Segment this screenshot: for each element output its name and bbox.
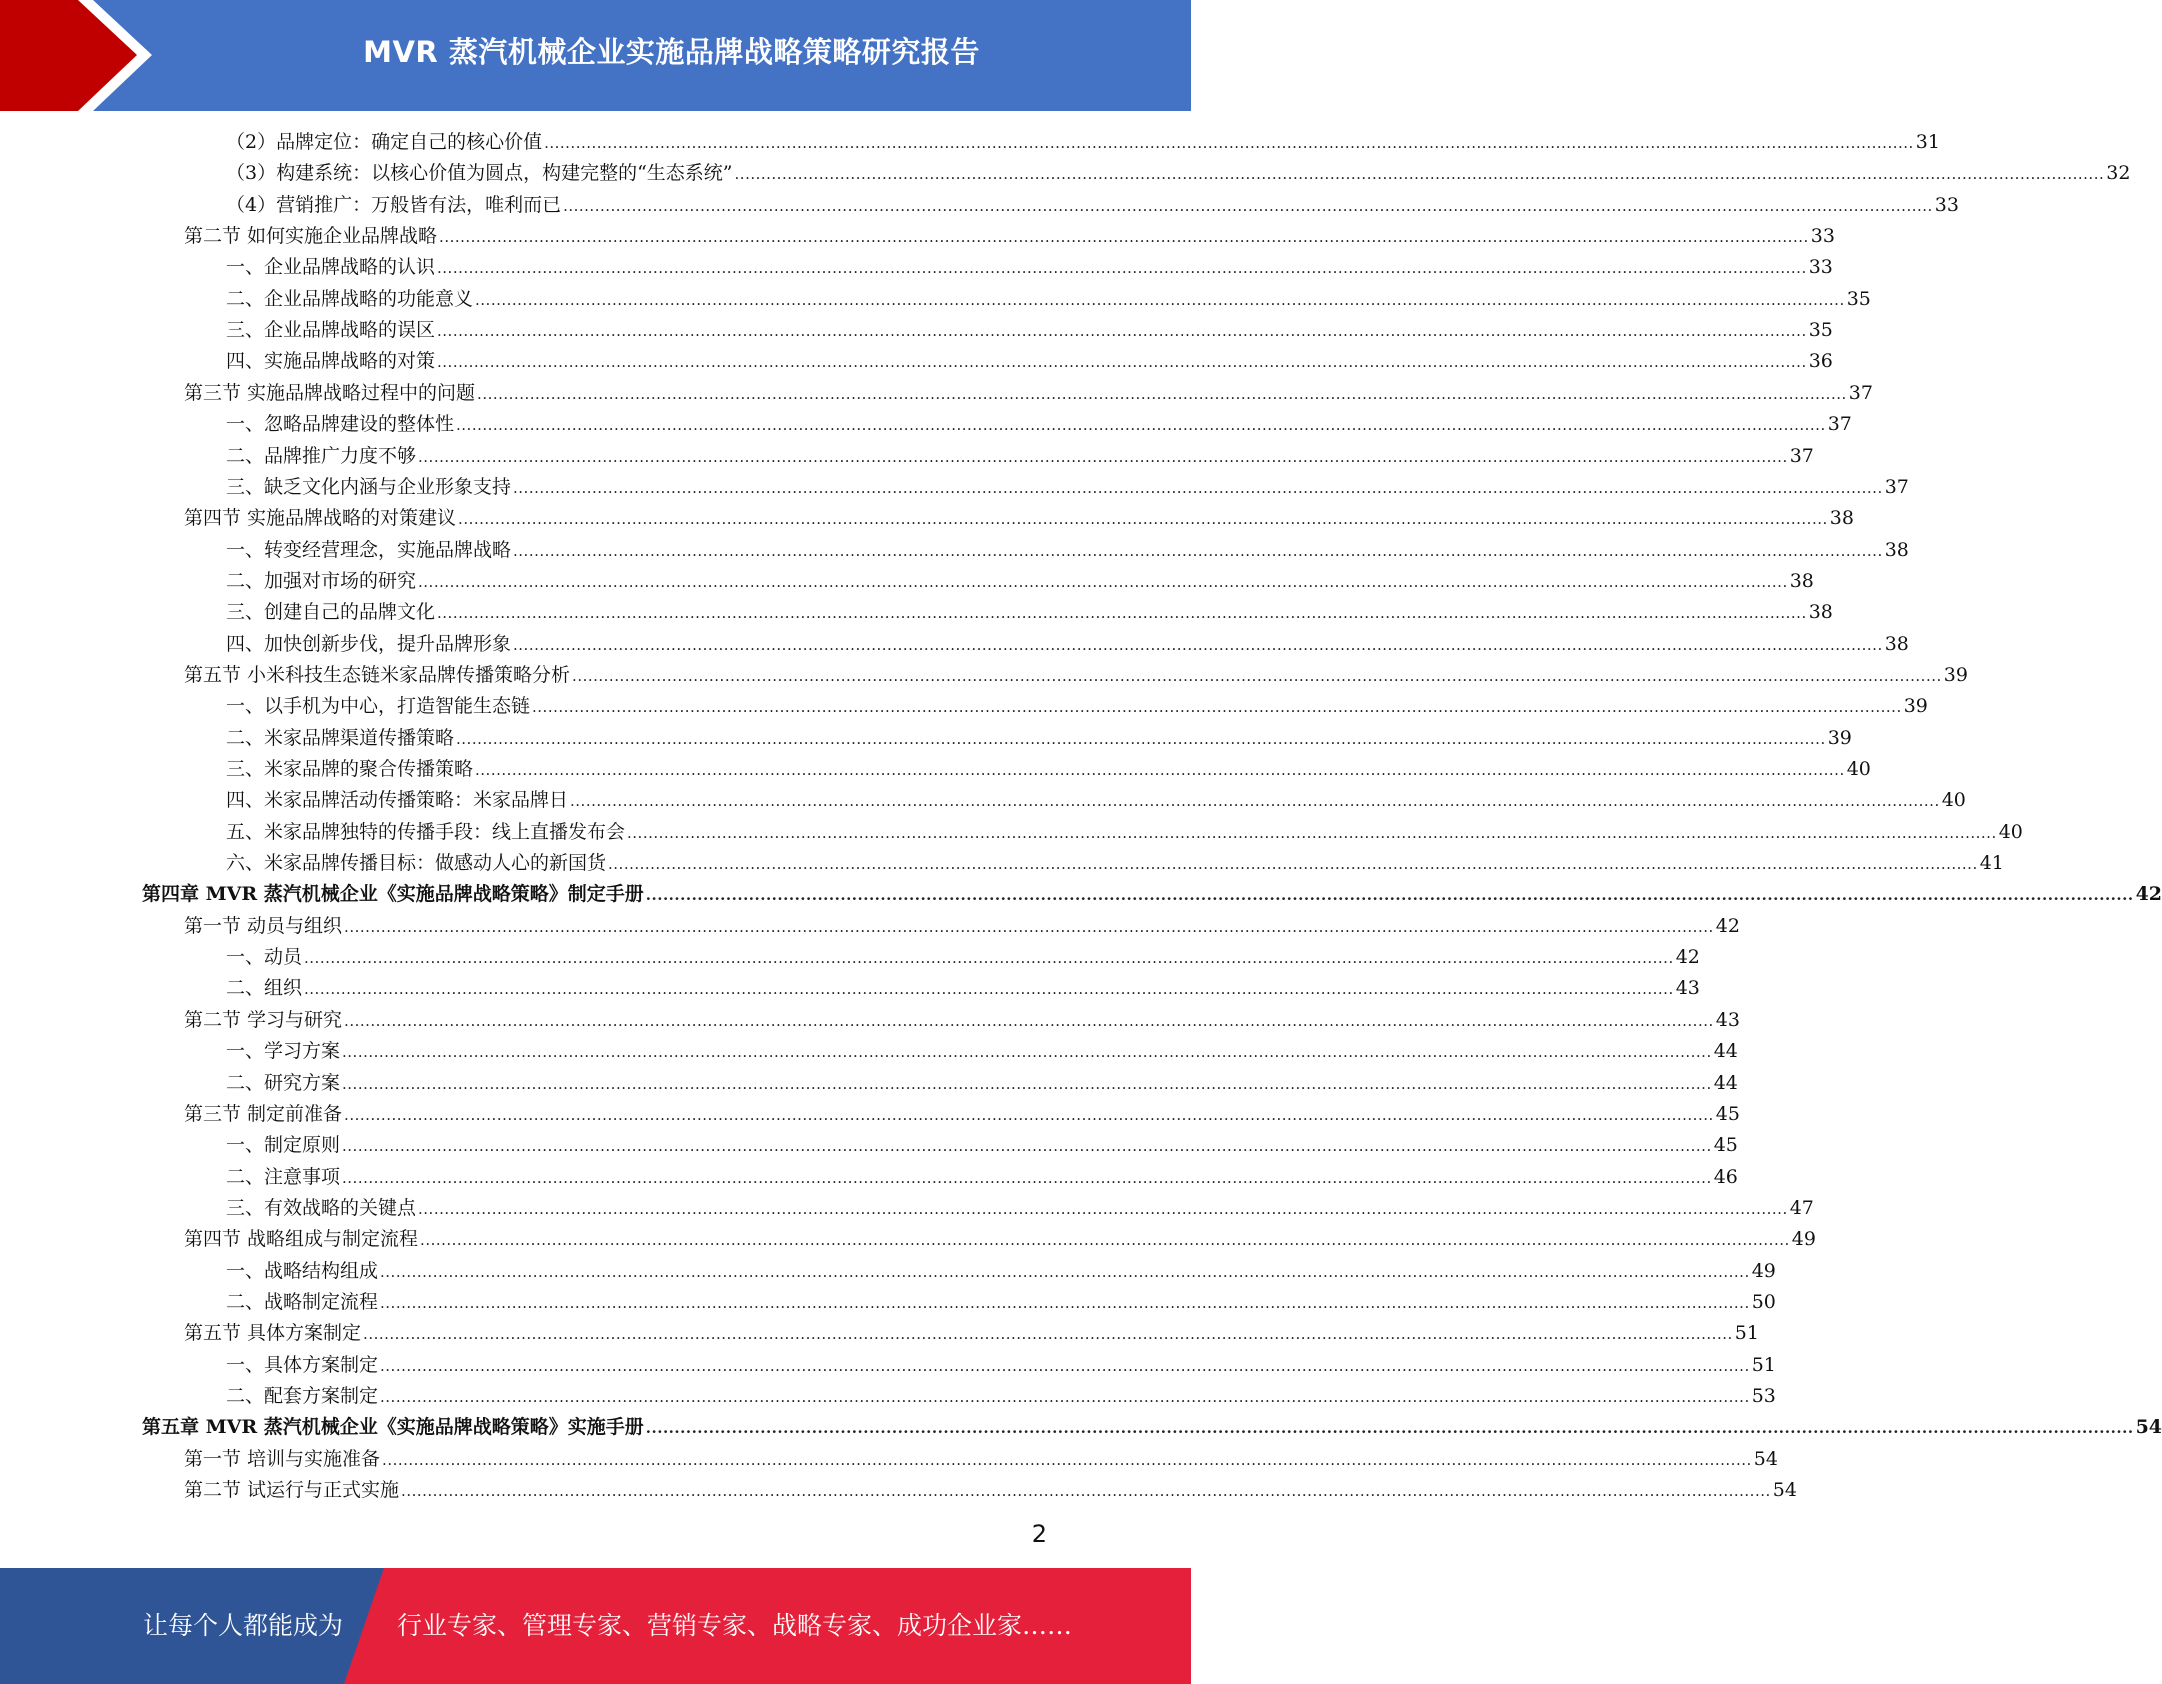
toc-entry-title: 第四章 MVR 蒸汽机械企业《实施品牌战略策略》制定手册 xyxy=(142,883,644,906)
toc-dot-leader: .................................................................................................................................................................................................................................................................... xyxy=(342,1043,1712,1062)
toc-entry-title: 三、米家品牌的聚合传播策略 xyxy=(226,758,474,780)
toc-entry-page: 40 xyxy=(1941,789,1966,812)
toc-dot-leader: .................................................................................................................................................................................................................................................................... xyxy=(458,510,1828,529)
toc-entry[interactable] xyxy=(226,472,1909,503)
toc-entry-title: 三、创建自己的品牌文化 xyxy=(226,601,436,624)
toc-entry[interactable] xyxy=(226,785,1966,816)
toc-entry-page: 38 xyxy=(1884,538,1909,561)
toc-dot-leader: .................................................................................................................................................................................................................................................................... xyxy=(475,290,1845,309)
toc-entry-title: 二、加强对市场的研究 xyxy=(226,569,417,592)
toc-entry-page: 37 xyxy=(1884,475,1909,498)
toc-entry-title: 一、企业品牌战略的认识 xyxy=(226,256,436,279)
toc-entry[interactable] xyxy=(226,848,2004,879)
toc-entry-page: 50 xyxy=(1751,1290,1776,1313)
page-header xyxy=(0,0,1191,111)
toc-entry[interactable] xyxy=(184,1318,1759,1349)
toc-entry[interactable] xyxy=(226,346,1833,377)
toc-dot-leader: .................................................................................................................................................................................................................................................................... xyxy=(418,572,1788,591)
toc-entry-page: 38 xyxy=(1808,601,1833,624)
toc-entry-page: 33 xyxy=(1808,256,1833,279)
toc-entry-title: 第一节 培训与实施准备 xyxy=(184,1447,381,1470)
toc-entry-title: 第二节 如何实施企业品牌战略 xyxy=(184,225,438,248)
toc-dot-leader: .................................................................................................................................................................................................................................................................... xyxy=(544,134,1914,152)
toc-entry-title: 六、米家品牌传播目标：做感动人心的新国货 xyxy=(226,852,607,875)
toc-entry-page: 33 xyxy=(1810,225,1835,248)
toc-dot-leader: .................................................................................................................................................................................................................................................................... xyxy=(563,196,1933,215)
toc-entry-page: 37 xyxy=(1789,444,1814,467)
toc-dot-leader: .................................................................................................................................................................................................................................................................... xyxy=(513,541,1883,560)
toc-entry[interactable] xyxy=(226,566,1814,597)
toc-dot-leader: .................................................................................................................................................................................................................................................................... xyxy=(475,761,1845,779)
toc-dot-leader: .................................................................................................................................................................................................................................................................... xyxy=(437,322,1807,341)
toc-entry[interactable] xyxy=(142,879,2162,910)
toc-dot-leader: .................................................................................................................................................................................................................................................................... xyxy=(401,1482,1771,1501)
toc-entry-page: 42 xyxy=(1675,946,1700,969)
toc-entry-page: 38 xyxy=(1829,507,1854,530)
toc-dot-leader: .................................................................................................................................................................................................................................................................... xyxy=(456,416,1826,435)
toc-dot-leader: .................................................................................................................................................................................................................................................................... xyxy=(420,1231,1790,1250)
toc-dot-leader: .................................................................................................................................................................................................................................................................... xyxy=(608,855,1978,874)
toc-entry[interactable] xyxy=(184,1099,1740,1130)
toc-entry-page: 42 xyxy=(2135,883,2162,906)
page-footer xyxy=(0,1568,1191,1684)
toc-dot-leader: .................................................................................................................................................................................................................................................................... xyxy=(418,447,1788,466)
toc-entry[interactable] xyxy=(226,1162,1738,1193)
toc-entry-page: 39 xyxy=(1903,695,1928,718)
toc-entry[interactable] xyxy=(226,597,1833,628)
toc-entry-page: 43 xyxy=(1675,977,1700,1000)
toc-entry[interactable] xyxy=(226,973,1700,1004)
toc-entry-page: 39 xyxy=(1827,726,1852,749)
toc-entry-page: 37 xyxy=(1848,381,1873,404)
toc-entry-title: 第二节 学习与研究 xyxy=(184,1008,343,1031)
toc-dot-leader: .................................................................................................................................................................................................................................................................... xyxy=(437,604,1807,623)
toc-entry-title: 一、学习方案 xyxy=(226,1040,341,1063)
toc-dot-leader: .................................................................................................................................................................................................................................................................... xyxy=(439,228,1809,247)
toc-entry-page: 38 xyxy=(1884,632,1909,655)
toc-entry-title: 一、以手机为中心，打造智能生态链 xyxy=(226,695,531,718)
toc-entry-page: 44 xyxy=(1713,1040,1738,1063)
toc-dot-leader: .................................................................................................................................................................................................................................................................... xyxy=(513,635,1883,654)
toc-entry-page: 54 xyxy=(1753,1447,1778,1470)
toc-dot-leader: .................................................................................................................................................................................................................................................................... xyxy=(380,1388,1750,1406)
toc-entry[interactable] xyxy=(226,1193,1814,1224)
toc-dot-leader: .................................................................................................................................................................................................................................................................... xyxy=(344,917,1714,936)
toc-entry[interactable] xyxy=(184,1224,1816,1255)
toc-entry-page: 46 xyxy=(1713,1165,1738,1188)
toc-dot-leader: .................................................................................................................................................................................................................................................................... xyxy=(342,1074,1712,1093)
toc-entry-title: 二、组织 xyxy=(226,977,303,1000)
toc-entry-page: 32 xyxy=(2106,162,2131,185)
toc-entry-page: 49 xyxy=(1791,1228,1816,1251)
footer-slogan-left: 让每个人都能成为 xyxy=(143,1611,344,1640)
toc-dot-leader: .................................................................................................................................................................................................................................................................... xyxy=(363,1325,1733,1344)
toc-entry[interactable] xyxy=(226,1287,1776,1318)
toc-entry-title: 二、研究方案 xyxy=(226,1071,341,1094)
toc-dot-leader: .................................................................................................................................................................................................................................................................... xyxy=(342,1168,1712,1187)
toc-dot-leader: .................................................................................................................................................................................................................................................................... xyxy=(304,980,1674,999)
toc-entry[interactable] xyxy=(226,127,1940,158)
toc-entry-title: 第三节 实施品牌战略过程中的问题 xyxy=(184,381,476,404)
toc-dot-leader: .................................................................................................................................................................................................................................................................... xyxy=(532,698,1902,717)
toc-dot-leader: .................................................................................................................................................................................................................................................................... xyxy=(437,259,1807,278)
toc-entry[interactable] xyxy=(226,252,1833,283)
toc-entry[interactable] xyxy=(226,535,1909,566)
toc-entry-title: 一、制定原则 xyxy=(226,1134,341,1157)
toc-entry-title: 三、有效战略的关键点 xyxy=(226,1196,417,1219)
toc-dot-leader: .................................................................................................................................................................................................................................................................... xyxy=(380,1293,1750,1312)
toc-entry-title: 一、具体方案制定 xyxy=(226,1353,379,1376)
toc-dot-leader: .................................................................................................................................................................................................................................................................... xyxy=(344,1105,1714,1124)
toc-entry-page: 36 xyxy=(1808,350,1833,373)
toc-entry-title: 二、配套方案制定 xyxy=(226,1385,379,1407)
toc-entry-title: 一、战略结构组成 xyxy=(226,1259,379,1282)
toc-entry-page: 44 xyxy=(1713,1071,1738,1094)
toc-entry-page: 40 xyxy=(1846,758,1871,780)
toc-entry-page: 31 xyxy=(1915,131,1940,153)
toc-entry[interactable] xyxy=(226,1036,1738,1067)
toc-dot-leader: .................................................................................................................................................................................................................................................................... xyxy=(380,1262,1750,1281)
toc-entry[interactable] xyxy=(226,723,1852,754)
toc-entry[interactable] xyxy=(184,378,1873,409)
toc-entry-page: 54 xyxy=(2135,1416,2162,1439)
toc-entry-page: 37 xyxy=(1827,413,1852,436)
toc-entry-title: （2）品牌定位：确定自己的核心价值 xyxy=(226,131,543,153)
toc-entry-title: 二、品牌推广力度不够 xyxy=(226,444,417,467)
toc-dot-leader: .................................................................................................................................................................................................................................................................... xyxy=(627,823,1997,842)
toc-entry-title: 第五节 小米科技生态链米家品牌传播策略分析 xyxy=(184,663,571,686)
toc-entry-title: 一、转变经营理念，实施品牌战略 xyxy=(226,538,512,561)
toc-dot-leader: .................................................................................................................................................................................................................................................................... xyxy=(344,1011,1714,1030)
toc-entry[interactable] xyxy=(226,409,1852,440)
toc-entry[interactable] xyxy=(226,284,1871,315)
toc-entry[interactable] xyxy=(184,1444,1778,1475)
toc-entry-title: 四、米家品牌活动传播策略：米家品牌日 xyxy=(226,789,569,812)
toc-entry[interactable] xyxy=(184,911,1740,942)
toc-entry-title: 第五章 MVR 蒸汽机械企业《实施品牌战略策略》实施手册 xyxy=(142,1416,644,1439)
toc-entry[interactable] xyxy=(226,1256,1776,1287)
toc-entry[interactable] xyxy=(184,1475,1797,1506)
toc-entry-title: 第二节 试运行与正式实施 xyxy=(184,1479,400,1502)
toc-entry[interactable] xyxy=(184,660,1968,691)
toc-entry-page: 51 xyxy=(1734,1322,1759,1345)
toc-entry-page: 47 xyxy=(1789,1196,1814,1219)
toc-entry-title: 五、米家品牌独特的传播手段：线上直播发布会 xyxy=(226,820,626,843)
toc-entry-title: （4）营销推广：万般皆有法，唯利而已 xyxy=(226,193,562,216)
toc-dot-leader: .................................................................................................................................................................................................................................................................... xyxy=(437,353,1807,372)
toc-dot-leader: .................................................................................................................................................................................................................................................................... xyxy=(570,792,1940,811)
toc-entry-page: 40 xyxy=(1998,820,2023,843)
header-chevron-decoration xyxy=(0,0,152,111)
toc-entry-title: 二、米家品牌渠道传播策略 xyxy=(226,726,455,749)
toc-entry-page: 49 xyxy=(1751,1259,1776,1282)
toc-entry[interactable] xyxy=(226,754,1871,785)
toc-dot-leader: .................................................................................................................................................................................................................................................................... xyxy=(456,729,1826,748)
toc-entry-title: 第三节 制定前准备 xyxy=(184,1102,343,1125)
toc-entry-page: 45 xyxy=(1715,1102,1740,1125)
toc-entry-title: （3）构建系统：以核心价值为圆点，构建完整的“生态系统” xyxy=(226,162,733,185)
toc-entry-title: 第五节 具体方案制定 xyxy=(184,1322,362,1345)
toc-dot-leader: .................................................................................................................................................................................................................................................................... xyxy=(513,478,1883,497)
toc-entry[interactable] xyxy=(226,817,2023,848)
page-number: 2 xyxy=(1031,1520,1047,1548)
toc-dot-leader: .................................................................................................................................................................................................................................................................... xyxy=(418,1199,1788,1218)
footer-slogan-right: 行业专家、管理专家、营销专家、战略专家、成功企业家…… xyxy=(397,1611,1073,1640)
toc-entry[interactable] xyxy=(226,1350,1776,1381)
toc-entry-title: 二、战略制定流程 xyxy=(226,1290,379,1313)
toc-entry-page: 54 xyxy=(1772,1479,1797,1502)
toc-dot-leader: .................................................................................................................................................................................................................................................................... xyxy=(645,1419,2134,1438)
toc-entry-page: 33 xyxy=(1934,193,1959,216)
toc-entry[interactable] xyxy=(226,190,1959,221)
toc-entry-title: 第一节 动员与组织 xyxy=(184,914,343,937)
toc-entry-title: 二、注意事项 xyxy=(226,1165,341,1188)
toc-entry-page: 35 xyxy=(1846,287,1871,310)
toc-dot-leader: .................................................................................................................................................................................................................................................................... xyxy=(380,1356,1750,1375)
toc-entry[interactable] xyxy=(184,1005,1740,1036)
toc-dot-leader: .................................................................................................................................................................................................................................................................... xyxy=(477,384,1847,403)
toc-entry-title: 三、企业品牌战略的误区 xyxy=(226,319,436,342)
toc-dot-leader: .................................................................................................................................................................................................................................................................... xyxy=(572,666,1942,685)
toc-entry[interactable] xyxy=(184,221,1835,252)
toc-entry[interactable] xyxy=(226,1068,1738,1099)
toc-entry-page: 53 xyxy=(1751,1385,1776,1407)
toc-entry[interactable] xyxy=(226,1381,1776,1412)
document-title: MVR 蒸汽机械企业实施品牌战略策略研究报告 xyxy=(363,34,980,69)
toc-entry-page: 38 xyxy=(1789,569,1814,592)
toc-entry-title: 四、实施品牌战略的对策 xyxy=(226,350,436,373)
toc-entry[interactable] xyxy=(226,691,1928,722)
toc-entry-page: 41 xyxy=(1979,852,2004,875)
toc-dot-leader: .................................................................................................................................................................................................................................................................... xyxy=(645,886,2134,905)
toc-entry[interactable] xyxy=(226,441,1814,472)
toc-entry-title: 二、企业品牌战略的功能意义 xyxy=(226,287,474,310)
toc-entry-title: 三、缺乏文化内涵与企业形象支持 xyxy=(226,475,512,498)
toc-dot-leader: .................................................................................................................................................................................................................................................................... xyxy=(342,1137,1712,1156)
toc-entry-title: 一、忽略品牌建设的整体性 xyxy=(226,413,455,436)
toc-entry[interactable] xyxy=(226,158,2131,189)
toc-entry[interactable] xyxy=(226,629,1909,660)
toc-entry-page: 51 xyxy=(1751,1353,1776,1376)
toc-entry-page: 39 xyxy=(1943,663,1968,686)
toc-entry-page: 35 xyxy=(1808,319,1833,342)
toc-entry-page: 43 xyxy=(1715,1008,1740,1031)
toc-dot-leader: .................................................................................................................................................................................................................................................................... xyxy=(382,1450,1752,1469)
toc-entry-title: 第四节 战略组成与制定流程 xyxy=(184,1228,419,1251)
toc-entry-title: 四、加快创新步伐，提升品牌形象 xyxy=(226,632,512,655)
toc-entry[interactable] xyxy=(142,1412,2162,1443)
toc-entry[interactable] xyxy=(184,503,1854,534)
toc-dot-leader: .................................................................................................................................................................................................................................................................... xyxy=(734,165,2105,184)
toc-dot-leader: .................................................................................................................................................................................................................................................................... xyxy=(304,949,1674,968)
toc-entry-title: 第四节 实施品牌战略的对策建议 xyxy=(184,507,457,530)
toc-entry[interactable] xyxy=(226,315,1833,346)
toc-entry-title: 一、动员 xyxy=(226,946,303,969)
toc-entry-page: 45 xyxy=(1713,1134,1738,1157)
toc-entry-page: 42 xyxy=(1715,914,1740,937)
toc-entry[interactable] xyxy=(226,1130,1738,1161)
toc-entry[interactable] xyxy=(226,942,1700,973)
